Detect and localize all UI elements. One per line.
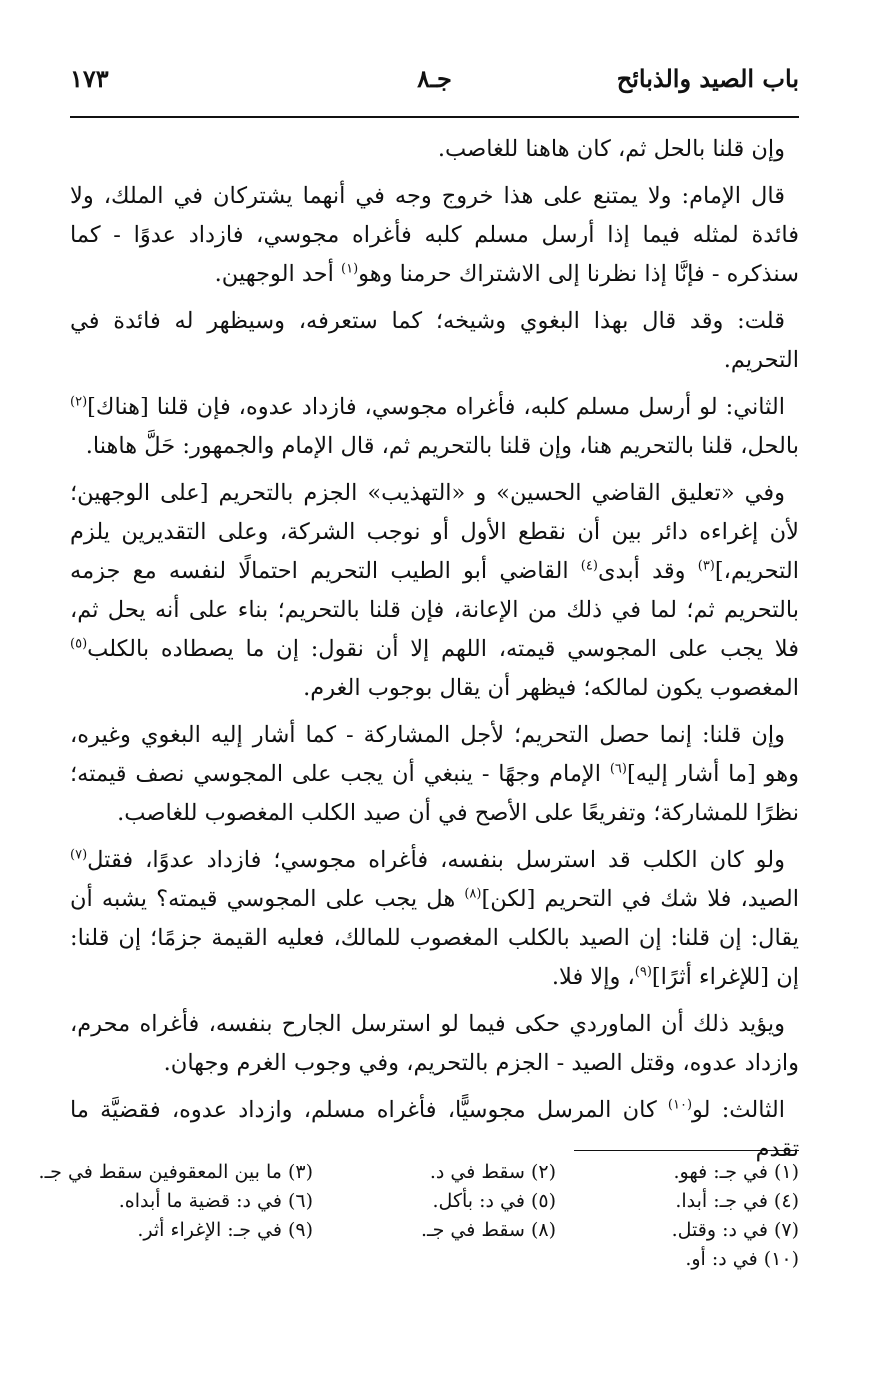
footnote: (١) في جـ: فهو. (673, 1161, 799, 1183)
footnote: (١٠) في د: أو. (685, 1248, 799, 1270)
running-title: باب الصيد والذبائح (616, 64, 799, 93)
text-segment: وفي «تعليق القاضي الحسين» و «التهذيب» الجزم بالتحريم [على الوجهين؛ لأن إغراءه دائر بين أن نقطع الأول أو نوجب الشركة، وعلى التقديرين يلزم التحريم،] (70, 480, 799, 584)
footnote: (٧) في د: وقتل. (671, 1219, 799, 1241)
footnote-marker: (٥) (70, 636, 88, 652)
header-rule (70, 116, 799, 118)
paragraph (70, 716, 799, 833)
footnote: (٢) سقط في د. (429, 1161, 557, 1183)
footnote-row (70, 1245, 799, 1274)
footnote-marker: (٤) (580, 558, 598, 574)
footnote-marker: (٩) (634, 964, 652, 980)
text-segment: الصيد، فلا شك في التحريم [لكن] (481, 886, 799, 912)
footnote: (٥) في د: بأكل. (432, 1190, 557, 1212)
footnote-row (70, 1216, 799, 1245)
paragraph (70, 1005, 799, 1083)
text-segment: ولو كان الكلب قد استرسل بنفسه، فأغراه مجوسي؛ فازداد عدوًا، فقتل (87, 847, 785, 873)
footnote-marker: (٨) (464, 886, 482, 902)
volume-label: جـ٨ (417, 64, 452, 93)
footnote-row (38, 1158, 799, 1187)
text-segment: الإمام وجهًا - ينبغي أن يجب على المجوسي نصف قيمته؛ نظرًا للمشاركة؛ وتفريعًا على الأصح في أن صيد الكلب المغصوب للغاصب. (70, 761, 799, 826)
footnote-marker: (٣) (697, 558, 715, 574)
footnotes (38, 1158, 799, 1274)
paragraph (70, 177, 799, 294)
paragraph (70, 388, 799, 466)
text-segment: الثالث: لو (692, 1097, 785, 1123)
footnote-marker: (١) (341, 261, 359, 277)
paragraph (70, 841, 799, 997)
text-segment: وإن قلنا بالحل ثم، كان هاهنا للغاصب. (437, 136, 785, 162)
text-segment: الثاني: لو أرسل مسلم كلبه، فأغراه مجوسي، فازداد عدوه، فإن قلنا [هناك] (87, 394, 785, 420)
footnote-rule (574, 1150, 799, 1151)
footnote-marker: (٧) (70, 847, 88, 863)
text-segment: القاضي أبو الطيب التحريم احتمالًا لنفسه مع جزمه بالتحريم ثم؛ لما في ذلك من الإعانة، فإن قلنا بالتحريم؛ بناء على أنه يحل ثم، فلا يجب على المجوسي قيمته، اللهم إلا أن نقول: إن ما يصطاده بالكلب (70, 558, 799, 662)
text-segment: ، وإلا فلا. (551, 964, 635, 990)
paragraph (70, 302, 799, 380)
footnote: (٩) في جـ: الإغراء أثر. (137, 1219, 314, 1241)
text-segment: وإن قلنا: إنما حصل التحريم؛ لأجل المشاركة - كما أشار إليه البغوي وغيره، وهو [ما أشار إليه] (70, 722, 799, 787)
footnote-marker: (٢) (70, 394, 88, 410)
page-header (70, 58, 799, 102)
footnote-marker: (٦) (609, 761, 627, 777)
text-segment: ويؤيد ذلك أن الماوردي حكى فيما لو استرسل الجارح بنفسه، فأغراه محرم، وازداد عدوه، وقتل الصيد - الجزم بالتحريم، وفي وجوب الغرم وجهان. (70, 1011, 799, 1076)
text-segment: وقد أبدى (597, 558, 698, 584)
page-number: ١٧٣ (70, 64, 109, 93)
text-segment: كان المرسل مجوسيًّا، فأغراه مسلم، وازداد عدوه، فقضيَّة ما تقدم (70, 1097, 799, 1162)
text-segment: أحد الوجهين. (214, 261, 341, 287)
text-segment: قال الإمام: ولا يمتنع على هذا خروج وجه في أنهما يشتركان في الملك، ولا فائدة لمثله فيما إذا أرسل مسلم كلبه فأغراه مجوسي، فازداد عدوًا - كما سنذكره - فإنَّا إذا نظرنا إلى الاشتراك حرمنا وهو (70, 183, 799, 287)
paragraph (70, 130, 799, 169)
footnote: (٨) سقط في جـ. (421, 1219, 557, 1241)
footnote: (٤) في جـ: أبدا. (675, 1190, 799, 1212)
footnote-row (70, 1187, 799, 1216)
text-segment: بالحل، قلنا بالتحريم هنا، وإن قلنا بالتحريم ثم، قال الإمام والجمهور: حَلَّ هاهنا. (85, 433, 799, 459)
text-segment: هل يجب على المجوسي قيمته؟ يشبه أن يقال: إن قلنا: إن الصيد بالكلب المغصوب للمالك، فعليه القيمة جزمًا؛ إن قلنا: إن [للإغراء أثرًا] (70, 886, 799, 990)
paragraph (70, 474, 799, 708)
footnote: (٣) ما بين المعقوفين سقط في جـ. (38, 1161, 314, 1183)
main-text (70, 130, 799, 1177)
text-segment: قلت: وقد قال بهذا البغوي وشيخه؛ كما ستعرفه، وسيظهر له فائدة في التحريم. (70, 308, 799, 373)
footnote: (٦) في د: قضية ما أبداه. (118, 1190, 314, 1212)
text-segment: المغصوب يكون لمالكه؛ فيظهر أن يقال بوجوب الغرم. (303, 675, 799, 701)
footnote-marker: (١٠) (667, 1097, 693, 1113)
